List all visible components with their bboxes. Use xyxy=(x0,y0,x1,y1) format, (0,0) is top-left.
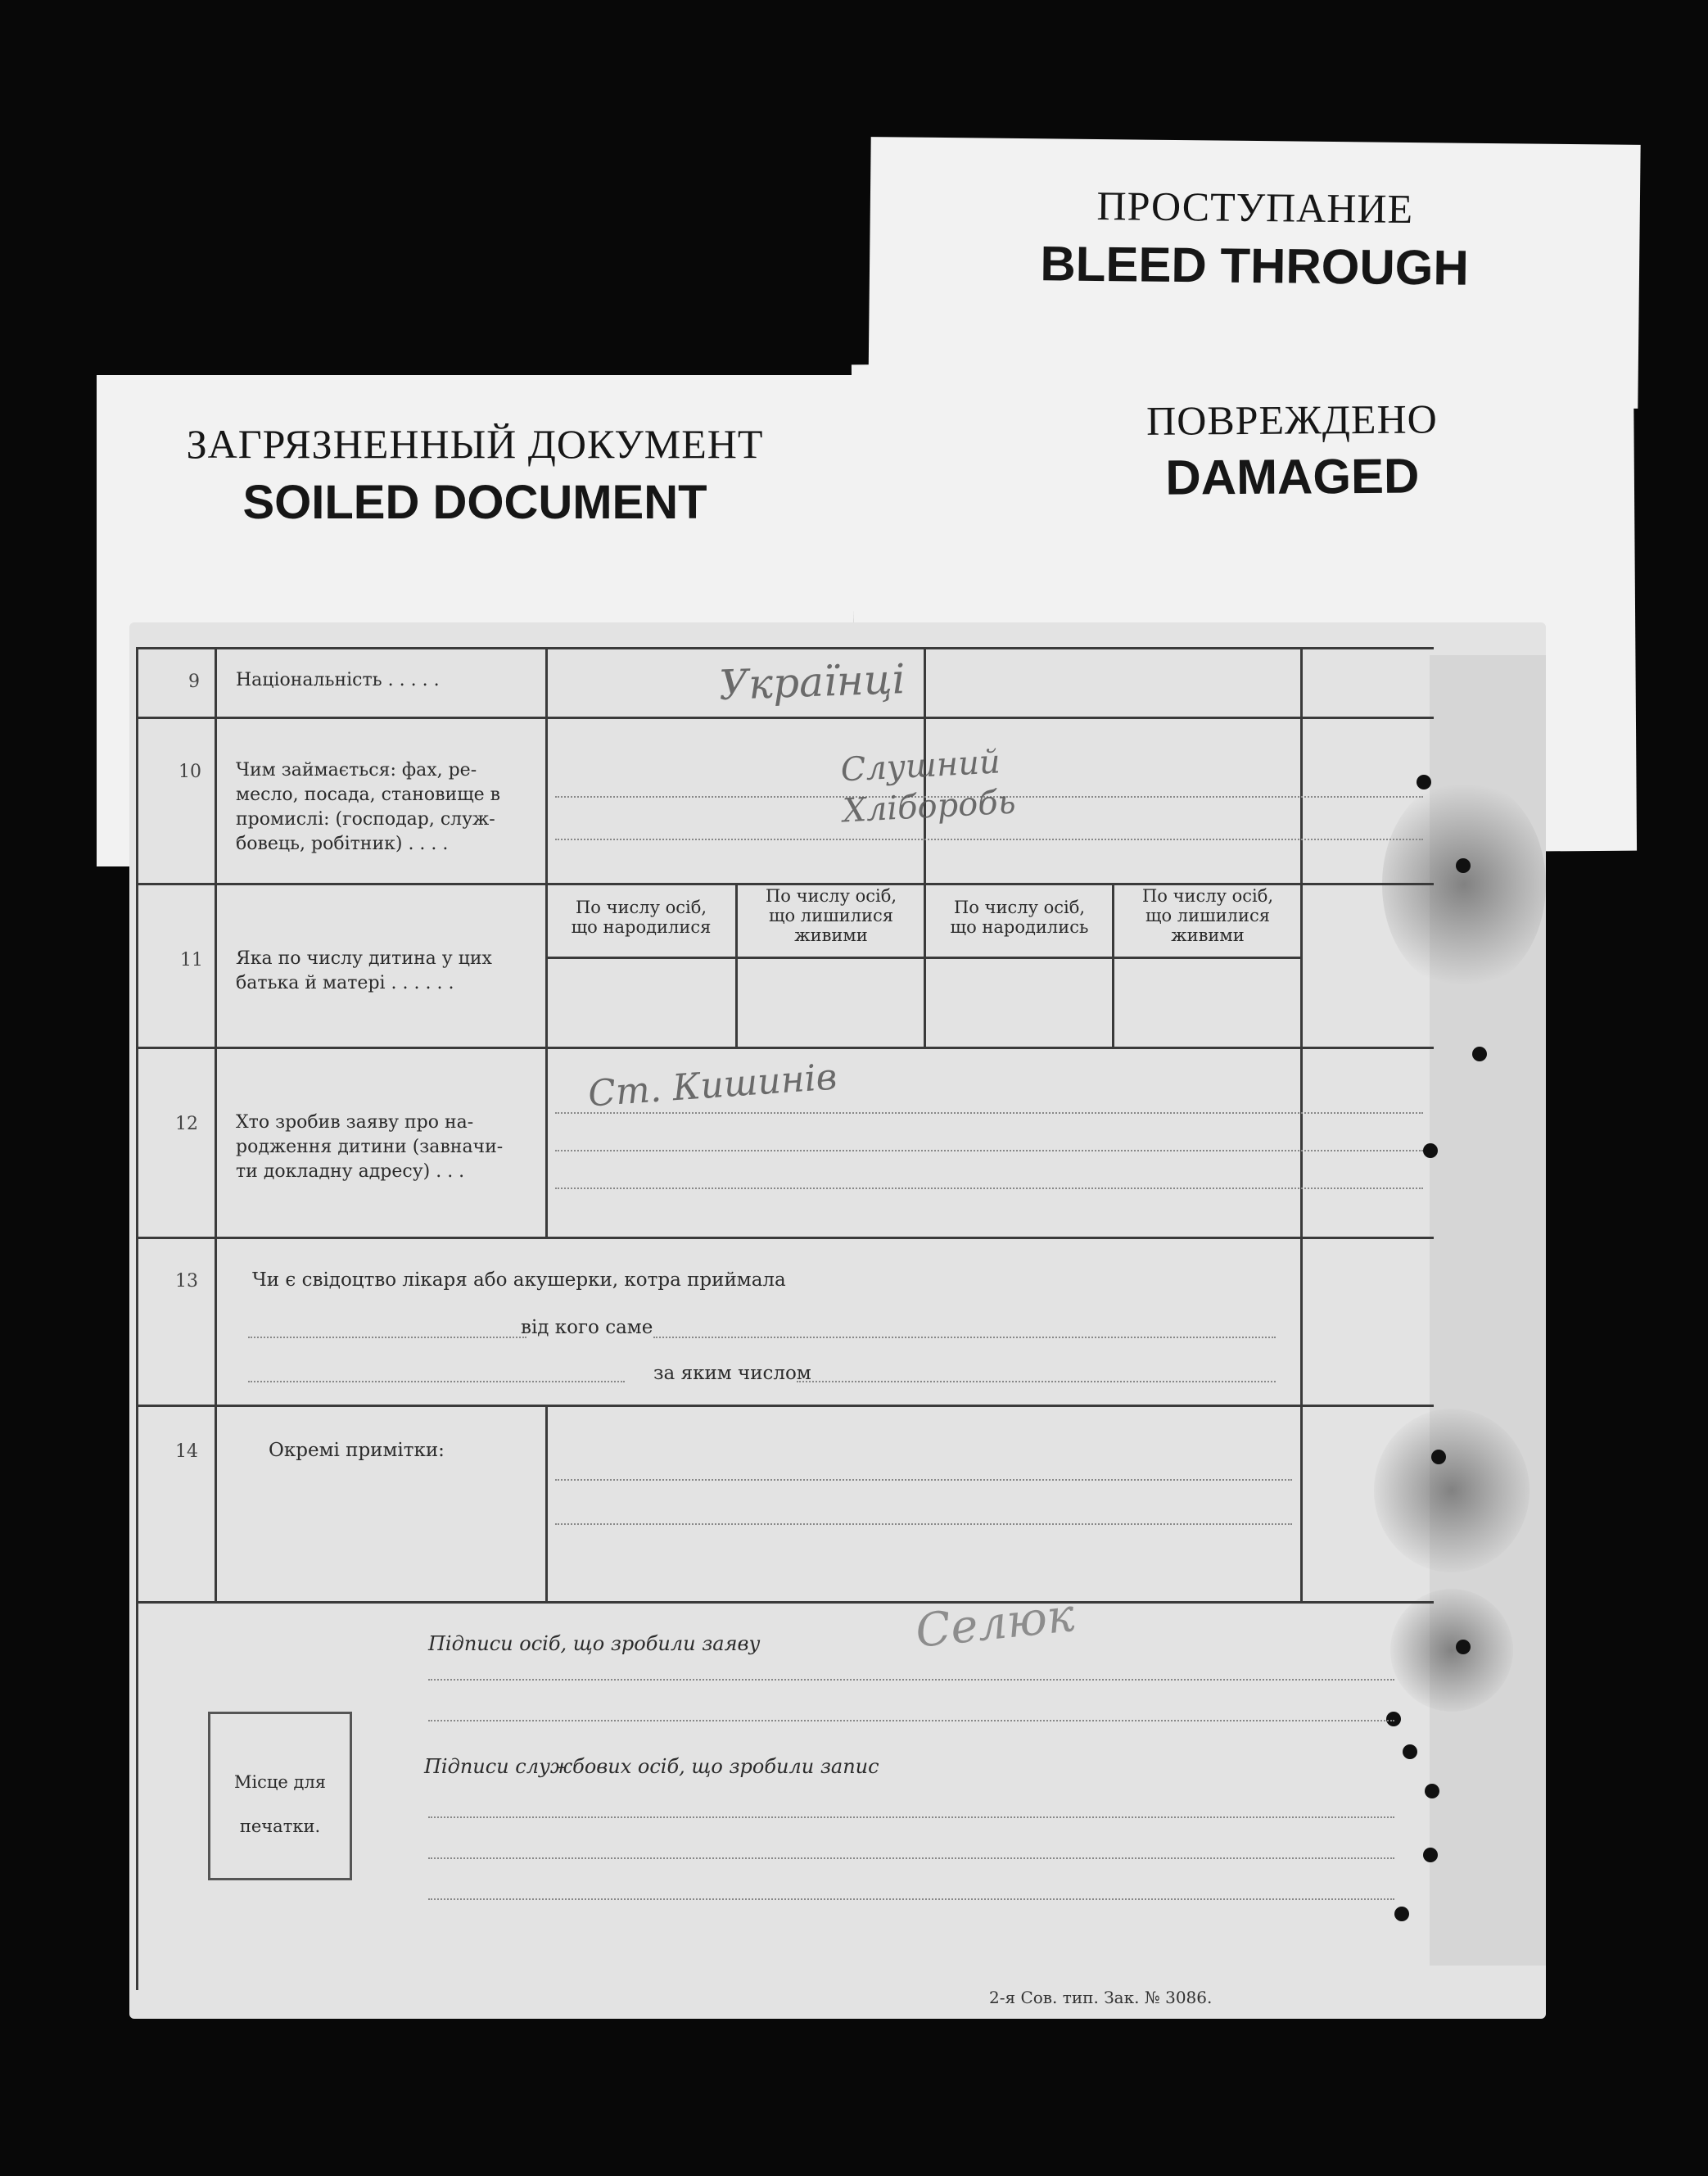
punch-hole xyxy=(1431,1450,1446,1464)
handwritten-nationality: Українці xyxy=(718,655,906,709)
stain-mark xyxy=(1390,1589,1513,1712)
dotted-line xyxy=(555,1523,1292,1525)
dotted-line xyxy=(428,1679,1394,1681)
dotted-line xyxy=(248,1381,625,1382)
table-rule xyxy=(545,957,1300,959)
officials-signatures-label: Підписи службових осіб, що зробили запис xyxy=(424,1755,879,1778)
punch-hole xyxy=(1456,858,1471,873)
bleed-through-en: BLEED THROUGH xyxy=(1040,236,1470,296)
table-rule xyxy=(545,647,548,1237)
row-13-from-whom: від кого саме xyxy=(521,1317,653,1338)
punch-hole xyxy=(1425,1784,1439,1798)
table-rule xyxy=(1112,883,1114,1047)
row-11-label: Яка по числу дитина у цих батька й матері . . . . . . xyxy=(236,948,492,993)
row-14-number: 14 xyxy=(175,1441,198,1462)
dotted-line xyxy=(428,1898,1394,1900)
stain-mark xyxy=(1374,1409,1530,1572)
punch-hole xyxy=(1417,775,1431,789)
table-rule xyxy=(136,883,1434,885)
dotted-line xyxy=(428,1857,1394,1859)
declarants-signatures-label: Підписи осіб, що зробили заяву xyxy=(428,1632,761,1655)
row-10-number: 10 xyxy=(178,762,201,782)
dotted-line xyxy=(797,1381,1276,1382)
table-rule xyxy=(136,1601,1434,1604)
row-9-number: 9 xyxy=(188,672,200,692)
punch-hole xyxy=(1472,1047,1487,1061)
dotted-line xyxy=(248,1337,526,1338)
punch-hole xyxy=(1394,1907,1409,1921)
table-rule xyxy=(136,1237,1434,1239)
row-11-subheader-alive-2: По числу осіб, що лишилися живими xyxy=(1141,886,1274,945)
punch-hole xyxy=(1456,1640,1471,1654)
registration-form-page xyxy=(129,622,1546,2019)
row-12-number: 12 xyxy=(175,1114,198,1134)
handwritten-note-mark: Селюк xyxy=(913,1589,1078,1658)
row-11-number: 11 xyxy=(180,950,203,970)
dotted-line xyxy=(428,1816,1394,1818)
table-rule xyxy=(1300,647,1303,1601)
table-rule xyxy=(735,883,738,1047)
table-rule xyxy=(136,647,1434,649)
punch-hole xyxy=(1386,1712,1401,1726)
row-12-label: Хто зробив заяву про на- родження дитини (завначи- ти докладну адресу) . . . xyxy=(236,1112,504,1182)
row-13-what-date: за яким числом xyxy=(653,1363,811,1384)
dotted-line xyxy=(555,1150,1423,1151)
punch-hole xyxy=(1403,1744,1417,1759)
table-rule xyxy=(136,647,138,1990)
row-14-label: Окремі примітки: xyxy=(269,1440,445,1461)
handwritten-occupation: Слушний Хліборобь xyxy=(839,743,1017,830)
soiled-document-en: SOILED DOCUMENT xyxy=(242,476,707,529)
row-13-number: 13 xyxy=(175,1271,198,1292)
dotted-line xyxy=(555,1188,1423,1189)
table-rule xyxy=(136,1047,1434,1049)
damaged-en: DAMAGED xyxy=(1165,448,1420,505)
handwritten-declarant: Ст. Кишинів xyxy=(586,1056,838,1115)
bleed-through-ru: ПРОСТУПАНИЕ xyxy=(1096,182,1414,233)
row-11-subheader-born-2: По числу осіб, що народились xyxy=(950,898,1089,937)
damaged-ru: ПОВРЕЖДЕНО xyxy=(1145,396,1438,444)
punch-hole xyxy=(1423,1848,1438,1862)
dotted-line xyxy=(555,1112,1423,1114)
table-rule xyxy=(924,647,926,1047)
dotted-line xyxy=(428,1720,1394,1721)
stamp-place-label: Місце для печатки. xyxy=(233,1772,327,1836)
dotted-line xyxy=(653,1337,1276,1338)
table-rule xyxy=(545,1405,548,1601)
dotted-line xyxy=(555,839,1423,840)
row-11-subheader-alive: По числу осіб, що лишилися живими xyxy=(765,886,897,945)
punch-hole xyxy=(1423,1143,1438,1158)
stamp-place-box xyxy=(208,1712,352,1880)
row-11-subheader-born: По числу осіб, що народилися xyxy=(571,898,712,937)
table-rule xyxy=(215,647,217,1601)
row-10-label: Чим займається: фах, ре- месло, посада, становище в промислі: (господар, служ- бовець, робітник) . . . . xyxy=(236,760,501,854)
dotted-line xyxy=(555,1479,1292,1481)
soiled-document-ru: ЗАГРЯЗНЕННЫЙ ДОКУМЕНТ xyxy=(186,421,764,467)
table-rule xyxy=(136,717,1434,719)
row-9-label: Національність . . . . . xyxy=(236,670,440,690)
row-13-label: Чи є свідоцтво лікаря або акушерки, котра приймала xyxy=(252,1269,786,1291)
table-rule xyxy=(136,1405,1434,1407)
printer-imprint: 2-я Сов. тип. Зак. № 3086. xyxy=(989,1988,1213,2007)
